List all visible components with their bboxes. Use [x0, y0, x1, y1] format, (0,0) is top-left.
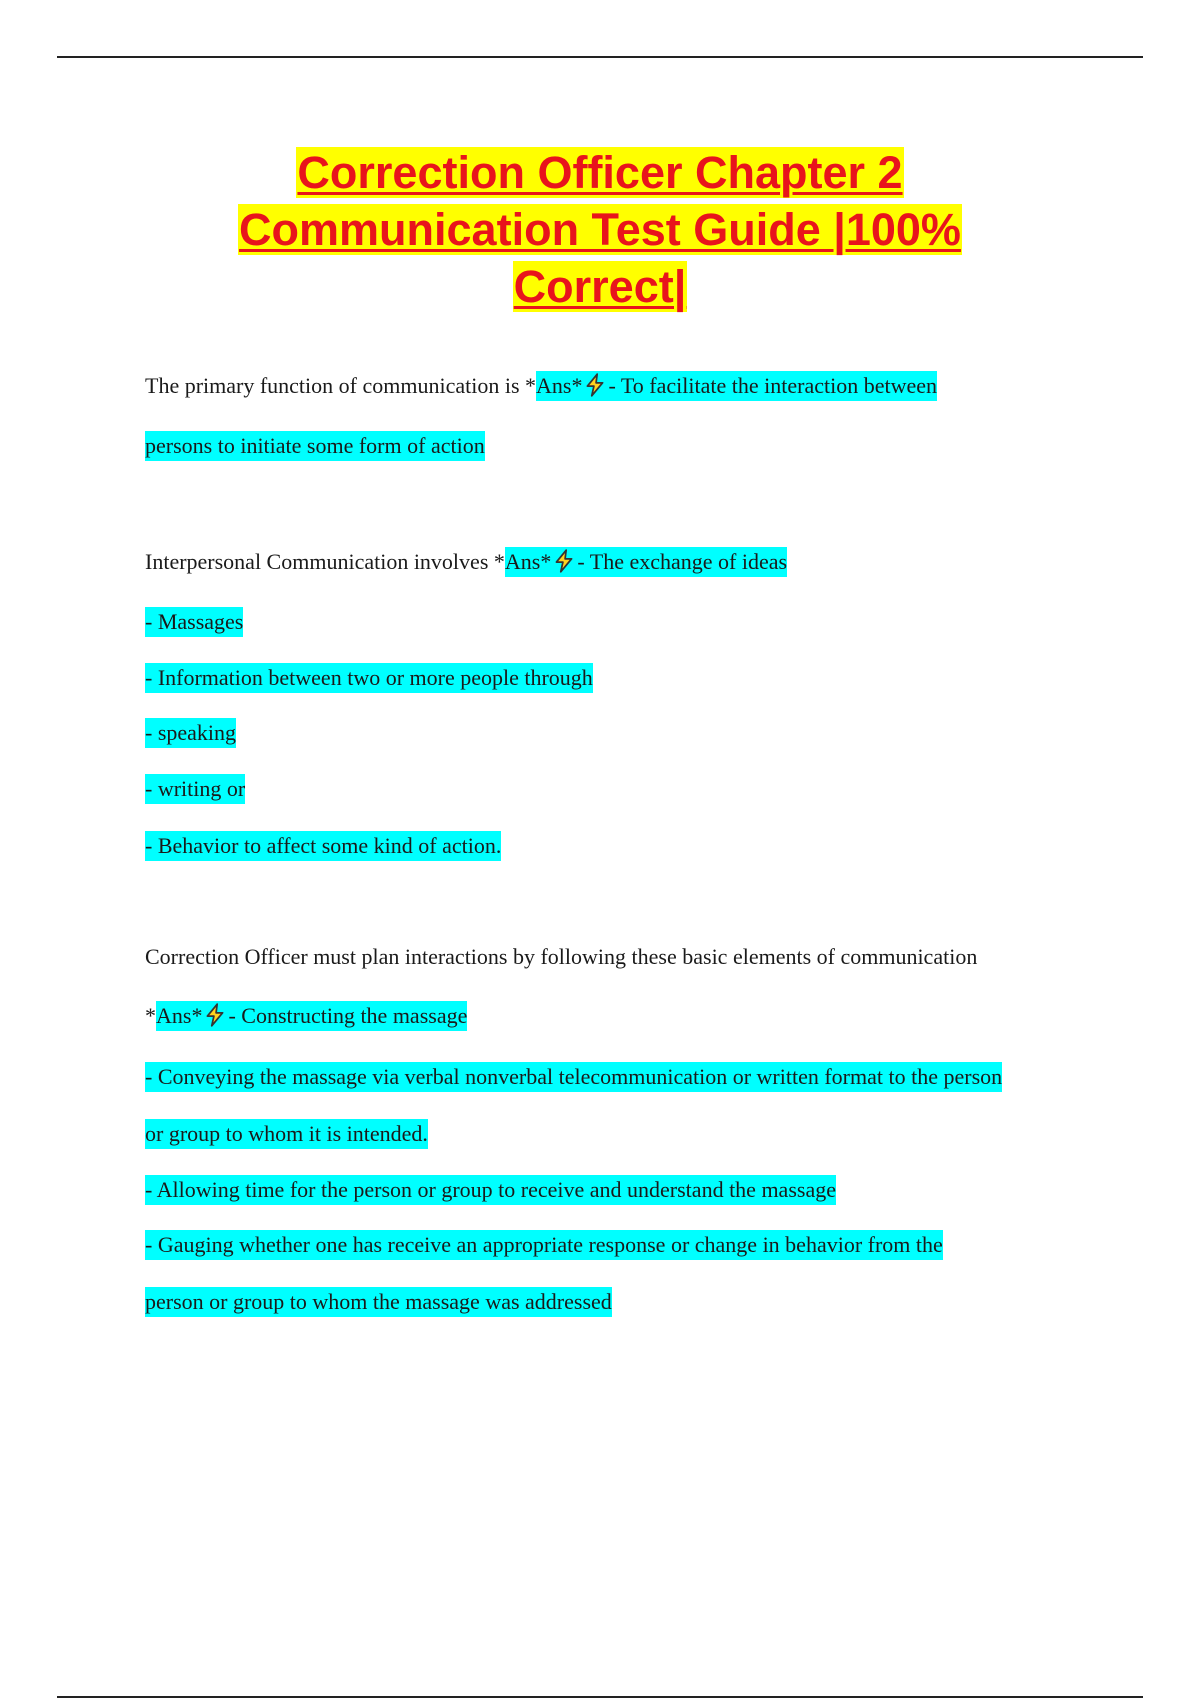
answer-line: persons to initiate some form of action — [145, 431, 485, 461]
answer-highlight — [156, 1001, 467, 1031]
answer-text: - The exchange of ideas — [577, 549, 788, 574]
question-text: Interpersonal Communication involves * — [145, 549, 505, 574]
answer-line: - writing or — [145, 774, 245, 804]
ans-label: Ans* — [504, 549, 552, 574]
document-title — [100, 144, 1100, 315]
answer-line: - Allowing time for the person or group to receive and understand the massage — [145, 1175, 836, 1205]
question-3-answer-start: *Ans* - Constructing the massage — [145, 1001, 467, 1031]
answer-highlight — [536, 371, 937, 401]
question-2 — [145, 547, 787, 577]
question-text: The primary function of communication is * — [145, 373, 537, 398]
answer-line: - Massages — [145, 607, 243, 637]
question-text: Correction Officer must plan interactions by following these basic elements of communication — [145, 944, 978, 969]
title-line-3: Correct| — [513, 261, 687, 312]
question-1 — [145, 371, 937, 401]
answer-line: - speaking — [145, 718, 236, 748]
answer-line: - Behavior to affect some kind of action. — [145, 831, 501, 861]
top-rule — [57, 56, 1143, 58]
question-3 — [145, 942, 977, 972]
title-line-1: Correction Officer Chapter 2 — [297, 147, 903, 198]
answer-line: or group to whom it is intended. — [145, 1119, 428, 1149]
lightning-bolt-icon — [202, 1002, 228, 1028]
answer-text: - To facilitate the interaction between — [608, 373, 937, 398]
ans-label: Ans* — [536, 373, 583, 398]
answer-line: - Information between two or more people through — [145, 663, 593, 693]
ans-label: Ans* — [156, 1003, 203, 1028]
answer-highlight — [505, 547, 787, 577]
answer-line: - Conveying the massage via verbal nonverbal telecommunication or written format to the person — [145, 1062, 1002, 1092]
title-line-2: Communication Test Guide |100% — [239, 204, 961, 255]
lightning-bolt-icon — [582, 372, 608, 398]
answer-text: - Constructing the massage — [228, 1003, 468, 1028]
answer-line: person or group to whom the massage was addressed — [145, 1287, 612, 1317]
lightning-bolt-icon — [551, 548, 577, 574]
answer-line: - Gauging whether one has receive an appropriate response or change in behavior from the — [145, 1230, 943, 1260]
bottom-rule — [57, 1696, 1143, 1698]
